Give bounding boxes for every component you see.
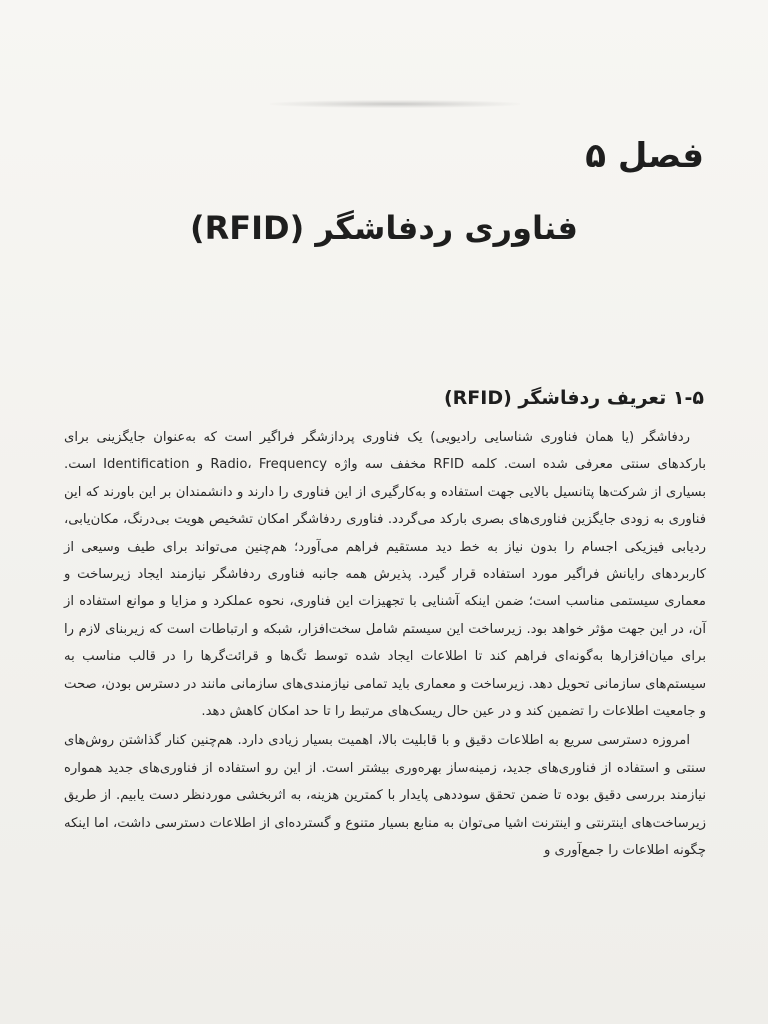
body-text	[64, 424, 706, 865]
chapter-title: فناوری ردفاشگر (RFID)	[190, 209, 578, 247]
section-heading: ۱-۵ تعریف ردفاشگر (RFID)	[443, 387, 704, 409]
chapter-number: فصل ۵	[585, 136, 704, 176]
paragraph: ردفاشگر (یا همان فناوری شناسایی رادیویی) یک فناوری پردازشگر فراگیر است که به‌عنوان جایگزینی برای بارکدهای سنتی معرفی شده است. کلمه RFID مخفف سه واژه Radio، Frequency و Identification است. بسیاری از شرکت‌ها پتانسیل بالایی جهت استفاده و به‌کارگیری از این فناوری را دارند و دانشمندان بر این باورند که این فناوری به زودی جایگزین فناوری‌های بصری بارکد می‌گردد. فناوری ردفاشگر امکان تشخیص هویت بی‌درنگ، مکان‌یابی، ردیابی فیزیکی اجسام را بدون نیاز به خط دید مستقیم فراهم می‌آورد؛ هم‌چنین می‌تواند برای طیف وسیعی از کاربردهای رایانش فراگیر مورد استفاده قرار گیرد. پذیرش همه جانبه فناوری ردفاشگر نیازمند ایجاد زیرساخت و معماری سیستمی مناسب است؛ ضمن اینکه آشنایی با تجهیزات این فناوری، نحوه عملکرد و مزایا و موانع استفاده از آن، در این جهت مؤثر خواهد بود. زیرساخت این سیستم شامل سخت‌افزار، شبکه و ارتباطات است که زیربنای لازم را برای میان‌افزارها به‌گونه‌ای فراهم کند تا اطلاعات ایجاد شده توسط تگ‌ها و قرائت‌گرها را در قالب مناسب به سیستم‌های سازمانی تحویل دهد. زیرساخت و معماری باید تمامی نیازمندی‌های سازمانی مانند در دسترس بودن، صحت و جامعیت اطلاعات را تضمین کند و در عین حال ریسک‌های مرتبط را تا حد امکان کاهش دهد.	[64, 430, 706, 720]
scan-smudge	[270, 100, 520, 108]
paragraph: امروزه دسترسی سریع به اطلاعات دقیق و با قابلیت بالا، اهمیت بسیار زیادی دارد. هم‌چنین کنار گذاشتن روش‌های سنتی و استفاده از فناوری‌های جدید، زمینه‌ساز بهره‌وری بیشتر است. از این رو استفاده از فناوری‌های جدید همواره نیازمند بررسی دقیق بوده تا ضمن تحقق سوددهی پایدار با کمترین هزینه، به اثربخشی موردنظر دست یابیم. از طریق زیرساخت‌های اینترنتی و اینترنت اشیا می‌توان به منابع بسیار متنوع و گسترده‌ای از اطلاعات دسترسی داشت، اما اینکه چگونه اطلاعات را جمع‌آوری و	[64, 733, 706, 859]
